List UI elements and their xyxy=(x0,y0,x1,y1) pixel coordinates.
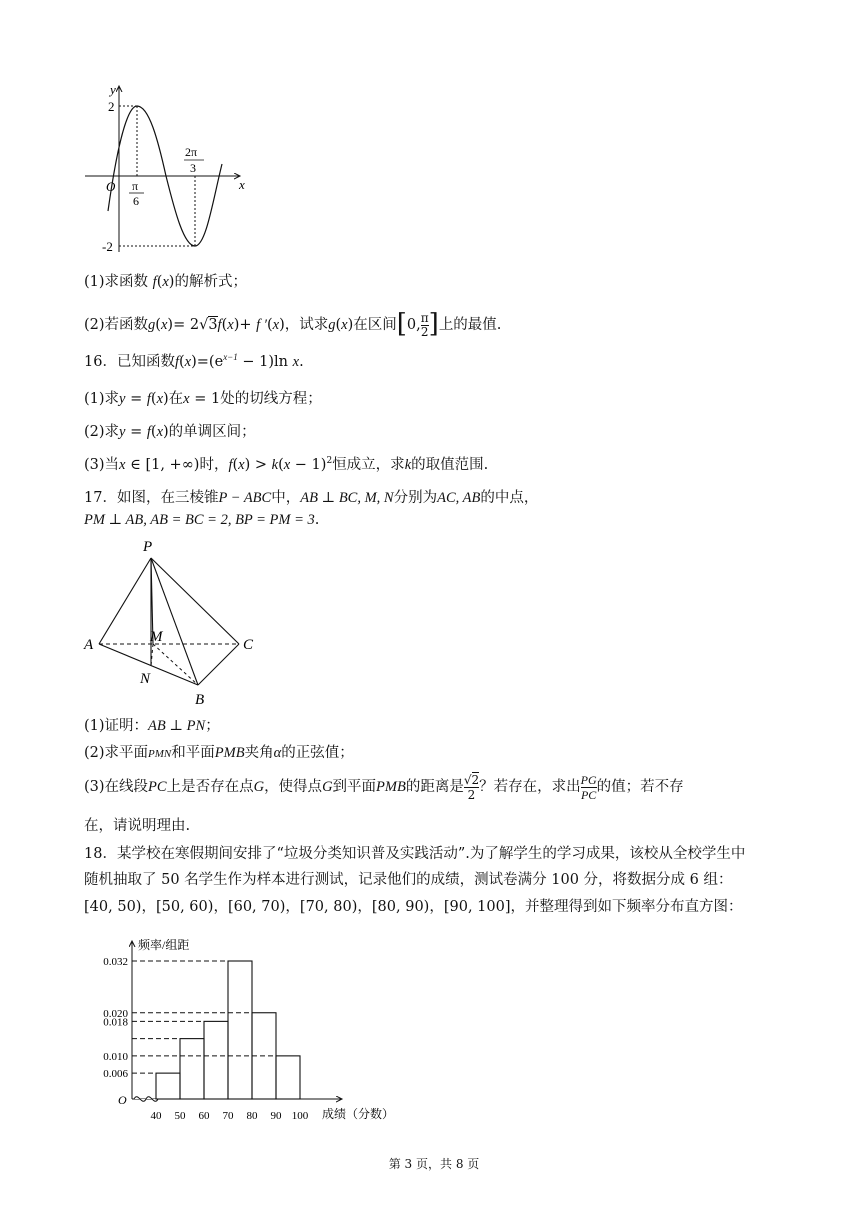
hist-x-tick-label: 50 xyxy=(174,1110,186,1122)
vertex-c: C xyxy=(243,637,254,653)
hist-y-tick-label: 0.032 xyxy=(103,956,128,968)
hist-x-tick-label: 70 xyxy=(222,1110,234,1122)
sine-ymin-label: -2 xyxy=(102,239,113,254)
sine-tick1-num: π xyxy=(132,179,139,193)
vertex-b: B xyxy=(195,692,205,708)
sine-tick2-den: 3 xyxy=(190,161,196,175)
hist-x-label: 成绩（分数） xyxy=(322,1107,395,1121)
q16-part1: (1)求y = f(x)在x = 1处的切线方程； xyxy=(84,391,322,407)
hist-y-tick-label: 0.018 xyxy=(103,1016,128,1029)
vertex-a: A xyxy=(84,637,94,653)
edge-pb xyxy=(151,558,198,685)
edge-pc xyxy=(151,558,239,644)
sine-tick1-den: 6 xyxy=(133,194,139,208)
histogram-bar xyxy=(156,1073,180,1099)
q15-part2: (2)若函数g(x)= 2√3f(x)+ f ′(x)，试求g(x)在区间[0, $\frac{\pi}{2}$ ]上的最值. xyxy=(84,309,502,339)
histogram-bar xyxy=(204,1021,228,1099)
histogram-bar xyxy=(180,1039,204,1099)
sqrt-sign: √ xyxy=(199,317,209,333)
q18-line3: [40, 50)，[50, 60)，[60, 70)，[70, 80)，[80, 90)，[90, 100]，并整理得到如下频率分布直方图： xyxy=(84,899,743,915)
q17-part2: (2)求平面PMN和平面PMB夹角α的正弦值； xyxy=(84,745,354,761)
q16-intro: 16．已知函数$f(x)=(e^{x-1} - 1)\ln$ x. xyxy=(84,352,304,370)
sine-graph xyxy=(80,80,260,260)
q17-line2: PM ⊥ AB, AB = BC = 2, BP = PM = 3. xyxy=(84,512,320,528)
pyramid-figure xyxy=(80,532,270,712)
sine-x-label: x xyxy=(239,177,245,192)
hist-y-tick-label: 0.010 xyxy=(103,1050,128,1063)
histogram-chart xyxy=(90,935,420,1130)
axis-break-icon xyxy=(134,1097,158,1102)
q17-part1: (1)证明：AB ⊥ PN； xyxy=(84,718,220,734)
vertex-p: P xyxy=(143,539,153,555)
edge-mb xyxy=(153,644,198,685)
hist-x-tick-label: 90 xyxy=(270,1110,282,1122)
q17-intro: 17．如图，在三棱锥P − ABC中，AB ⊥ BC, M, N分别为AC, AB的中点， xyxy=(84,490,539,506)
histogram-marks xyxy=(103,956,309,1122)
hist-x-tick-label: 80 xyxy=(246,1110,258,1122)
hist-x-tick-label: 60 xyxy=(198,1110,210,1122)
edge-pa xyxy=(99,558,151,644)
histogram-bar xyxy=(276,1056,300,1099)
histogram-bar xyxy=(228,961,252,1099)
q17-part3-cont: 在，请说明理由. xyxy=(84,818,191,834)
hist-y-label: 频率/组距 xyxy=(138,938,190,952)
vertex-m: M xyxy=(150,629,163,645)
hist-origin: O xyxy=(118,1093,127,1107)
edge-bc xyxy=(198,644,239,685)
sine-y-label: y xyxy=(110,82,116,97)
hist-x-tick-label: 40 xyxy=(150,1110,162,1122)
q16-part2: (2)求y = f(x)的单调区间； xyxy=(84,424,256,440)
q15-part1: (1)求函数 f(x)的解析式； xyxy=(84,274,247,290)
vertex-n: N xyxy=(140,671,151,687)
hist-x-tick-label: 100 xyxy=(291,1110,309,1122)
q17-part3: (3)在线段PC上是否存在点G，使得点G到平面PMB的距离是 $\frac{√2}{2}$ ？若存在，求出 $\frac{PG}{PC}$ 的值；若不存 xyxy=(84,772,684,802)
q16-part3: (3)当x ∈ [1, +∞)时，$f(x) > k(x - 1)^2$恒成立，求k的取值范围. xyxy=(84,456,489,473)
sine-origin-label: O xyxy=(106,179,116,194)
q18-line1: 18．某学校在寒假期间安排了“垃圾分类知识普及实践活动”.为了解学生的学习成果，该校从全校学生中 xyxy=(84,846,746,862)
hist-y-tick-label: 0.006 xyxy=(103,1068,128,1081)
hist-y-tick-label: 0.020 xyxy=(103,1007,128,1020)
sine-tick2-num: 2π xyxy=(185,145,198,159)
sine-ymax-label: 2 xyxy=(108,99,115,114)
page-footer: 第 3 页，共 8 页 xyxy=(388,1157,480,1171)
q18-line2: 随机抽取了 50 名学生作为样本进行测试，记录他们的成绩，测试卷满分 100 分，将数据分成 6 组： xyxy=(84,872,733,888)
